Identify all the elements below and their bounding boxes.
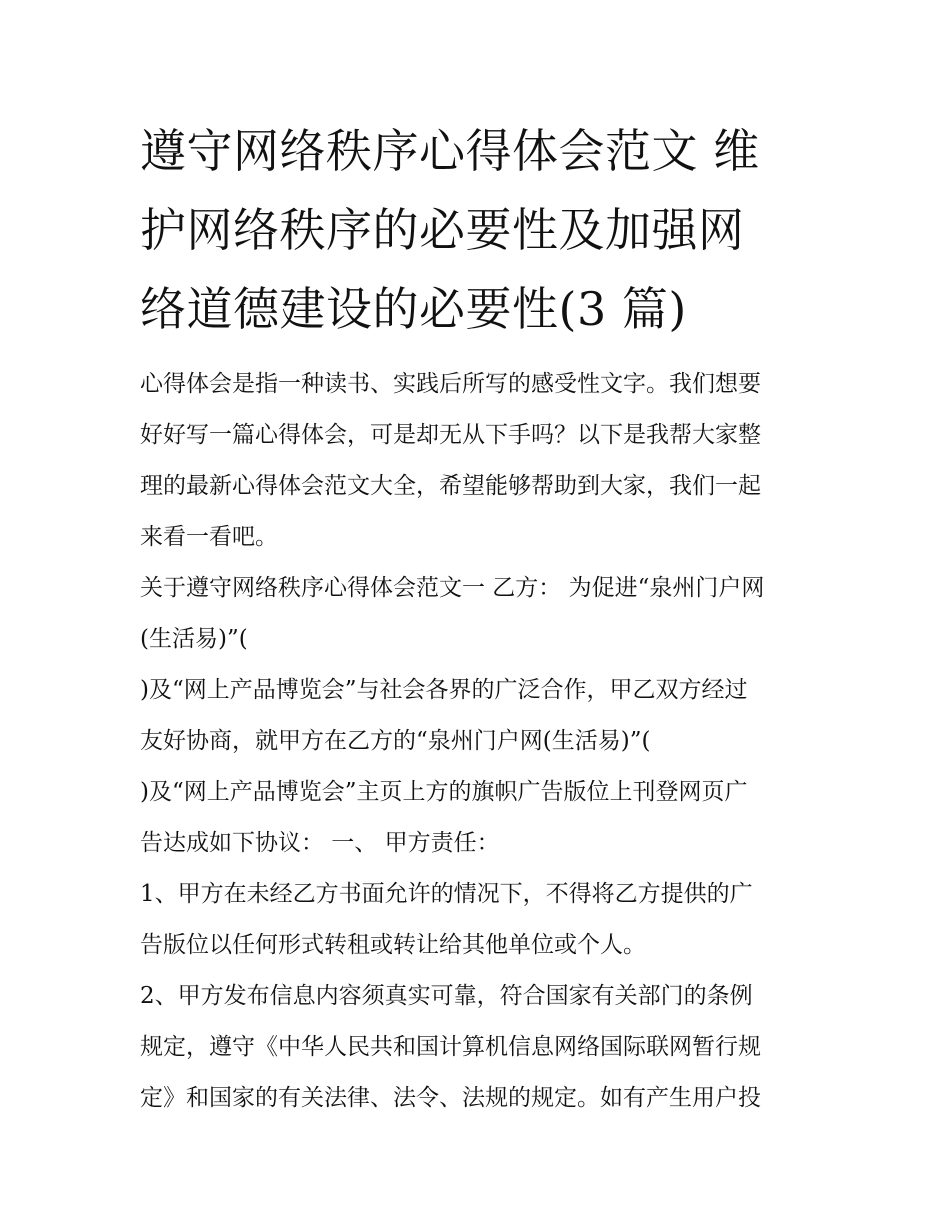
text-line: 心得体会是指一种读书、实践后所写的感受性文字。我们想要 bbox=[140, 371, 761, 397]
document-title bbox=[140, 112, 812, 349]
document-page bbox=[140, 112, 812, 1124]
clause-2-paragraph bbox=[140, 971, 812, 1124]
text-line: 关于遵守网络秩序心得体会范文一 乙方： 为促进“泉州门户网 bbox=[140, 575, 765, 601]
text-line: 告版位以任何形式转租或转让给其他单位或个人。 bbox=[140, 932, 646, 958]
text-line: )及“网上产品博览会”主页上方的旗帜广告版位上刊登网页广 bbox=[140, 779, 748, 805]
text-line: 告达成如下协议： 一、 甲方责任： bbox=[140, 830, 500, 856]
text-line: 定》和国家的有关法律、法令、法规的规定。如有产生用户投 bbox=[140, 1085, 761, 1111]
text-line: 好好写一篇心得体会，可是却无从下手吗？以下是我帮大家整 bbox=[140, 422, 761, 448]
text-line: 理的最新心得体会范文大全，希望能够帮助到大家，我们一起 bbox=[140, 473, 761, 499]
title-line: 络道德建设的必要性(3 篇) bbox=[140, 282, 687, 336]
text-line: (生活易)”( bbox=[140, 626, 248, 652]
text-line: 来看一看吧。 bbox=[140, 524, 278, 550]
text-line: 2、甲方发布信息内容须真实可靠，符合国家有关部门的条例 bbox=[140, 983, 753, 1009]
title-line: 遵守网络秩序心得体会范文 维 bbox=[140, 124, 760, 178]
text-line: 友好协商，就甲方在乙方的“泉州门户网(生活易)”( bbox=[140, 728, 651, 754]
text-line: )及“网上产品博览会”与社会各界的广泛合作，甲乙双方经过 bbox=[140, 677, 748, 703]
intro-paragraph bbox=[140, 359, 812, 563]
text-line: 规定，遵守《中华人民共和国计算机信息网络国际联网暂行规 bbox=[140, 1034, 761, 1060]
text-line: 1、甲方在未经乙方书面允许的情况下，不得将乙方提供的广 bbox=[140, 881, 753, 907]
agreement-paragraph bbox=[140, 563, 812, 869]
title-line: 护网络秩序的必要性及加强网 bbox=[140, 203, 745, 257]
clause-1-paragraph bbox=[140, 869, 812, 971]
